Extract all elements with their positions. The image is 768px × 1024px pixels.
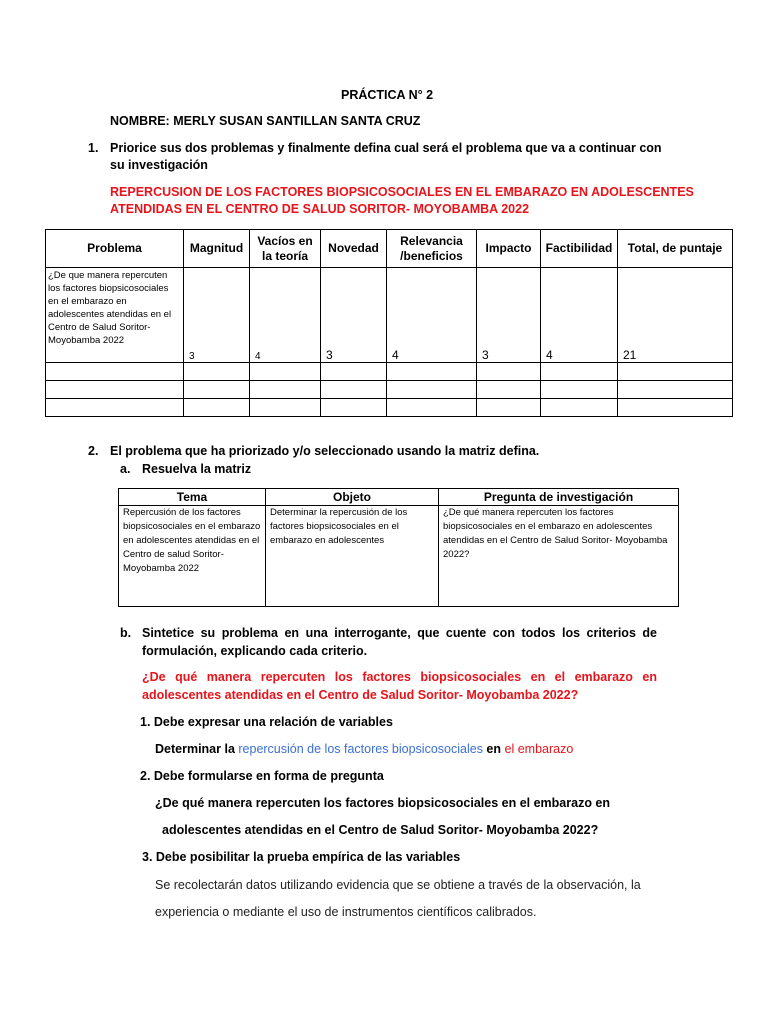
problem-cell: ¿De que manera repercuten los factores biopsicosociales en el embarazo en adolescentes atendidas en el Centro de Salud Soritor- Moyobamba 2022 xyxy=(46,268,184,363)
text-plain: Determinar la xyxy=(155,742,239,756)
page-title: PRÁCTICA N° 2 xyxy=(341,88,434,102)
q1-text-2: su investigación xyxy=(110,158,208,172)
score-cell: 3 xyxy=(184,268,250,363)
table-row-empty xyxy=(46,399,733,417)
b-question-1: ¿De qué manera repercuten los factores biopsicosociales en el embarazo en xyxy=(142,670,657,684)
table-row xyxy=(119,506,679,607)
pregunta-cell: ¿De qué manera repercuten los factores biopsicosociales en el embarazo en adolescentes atendidas en el Centro de Salud Soritor- Moyobamba 2022? xyxy=(439,506,679,607)
tema-cell: Repercusión de los factores biopsicosociales en el embarazo en adolescentes atendidas en el Centro de salud Soritor- Moyobamba 2022 xyxy=(119,506,266,607)
table-row xyxy=(46,268,733,363)
q2-number: 2. xyxy=(88,444,99,458)
variable-independent: repercusión de los factores biopsicosociales xyxy=(238,742,483,756)
q1-answer-2: ATENDIDAS EN EL CENTRO DE SALUD SORITOR- MOYOBAMBA 2022 xyxy=(110,202,530,216)
b-text-2: formulación, explicando cada criterio. xyxy=(142,644,368,658)
q2-text: El problema que ha priorizado y/o seleccionado usando la matriz defina. xyxy=(110,444,540,458)
header-cell: Pregunta de investigación xyxy=(439,489,679,506)
b-label: b. xyxy=(120,626,132,640)
table-header-row xyxy=(46,230,733,268)
text-plain: en xyxy=(482,742,505,756)
score-cell: 3 xyxy=(477,268,541,363)
header-cell: Factibilidad xyxy=(541,230,618,268)
objeto-cell: Determinar la repercusión de los factores biopsicosociales en el embarazo en adolescentes xyxy=(266,506,439,607)
header-cell: Magnitud xyxy=(184,230,250,268)
score-cell: 4 xyxy=(541,268,618,363)
score-cell: 4 xyxy=(250,268,321,363)
header-cell: Relevancia /beneficios xyxy=(387,230,477,268)
score-cell: 4 xyxy=(387,268,477,363)
criterion-1-title: 1. Debe expresar una relación de variables xyxy=(140,715,393,729)
q2a-text: Resuelva la matriz xyxy=(142,462,252,476)
total-cell: 21 xyxy=(618,268,733,363)
criterion-2-text-2: adolescentes atendidas en el Centro de Salud Soritor- Moyobamba 2022? xyxy=(162,823,599,837)
header-cell: Vacíos en la teoría xyxy=(250,230,321,268)
criterion-3-title: 3. Debe posibilitar la prueba empírica de las variables xyxy=(142,850,461,864)
q1-number: 1. xyxy=(88,141,99,155)
priority-matrix-table xyxy=(45,229,733,417)
header-cell: Impacto xyxy=(477,230,541,268)
criterion-1-text xyxy=(155,742,573,756)
table-row-empty xyxy=(46,381,733,399)
score-cell: 3 xyxy=(321,268,387,363)
criterion-3-text-1: Se recolectarán datos utilizando evidencia que se obtiene a través de la observación, la xyxy=(155,878,641,892)
criterion-2-title: 2. Debe formularse en forma de pregunta xyxy=(140,769,384,783)
header-cell: Problema xyxy=(46,230,184,268)
table-row-empty xyxy=(46,363,733,381)
header-cell: Total, de puntaje xyxy=(618,230,733,268)
variable-dependent: el embarazo xyxy=(504,742,574,756)
header-cell: Novedad xyxy=(321,230,387,268)
header-cell: Tema xyxy=(119,489,266,506)
table-header-row xyxy=(119,489,679,506)
b-question-2: adolescentes atendidas en el Centro de Salud Soritor- Moyobamba 2022? xyxy=(142,688,579,702)
q1-text-1: Priorice sus dos problemas y finalmente defina cual será el problema que va a continuar con xyxy=(110,141,662,155)
research-matrix-table xyxy=(118,488,679,607)
b-text-1: Sintetice su problema en una interrogante, que cuente con todos los criterios de xyxy=(142,626,657,640)
criterion-2-text-1: ¿De qué manera repercuten los factores biopsicosociales en el embarazo en xyxy=(155,796,611,810)
header-cell: Objeto xyxy=(266,489,439,506)
q1-answer-1: REPERCUSION DE LOS FACTORES BIOPSICOSOCIALES EN EL EMBARAZO EN ADOLESCENTES xyxy=(110,185,694,199)
student-name: NOMBRE: MERLY SUSAN SANTILLAN SANTA CRUZ xyxy=(110,114,421,128)
q2a-label: a. xyxy=(120,462,131,476)
criterion-3-text-2: experiencia o mediante el uso de instrumentos científicos calibrados. xyxy=(155,905,537,919)
